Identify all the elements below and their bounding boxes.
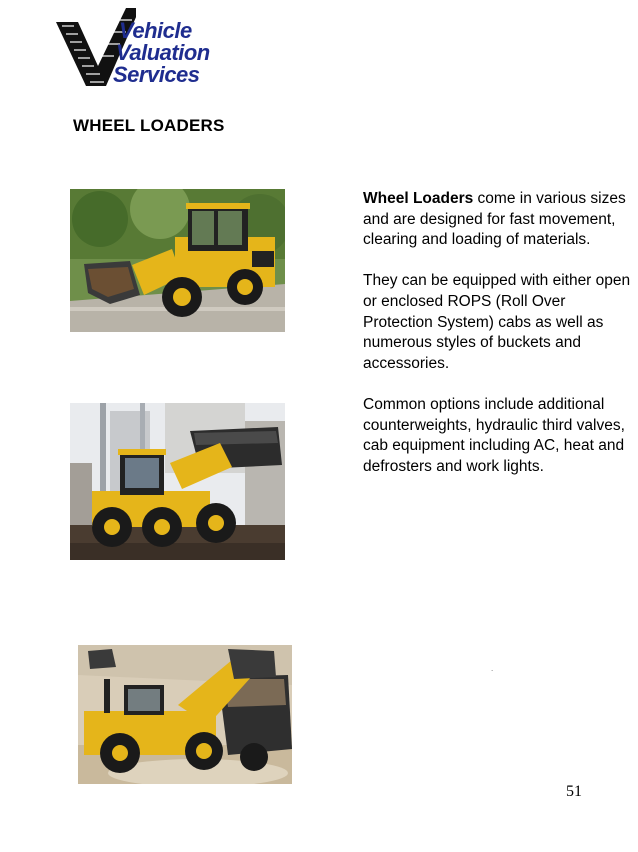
term-wheel-loaders: Wheel Loaders bbox=[363, 190, 474, 207]
logo-text-services: Services bbox=[113, 62, 200, 87]
wheel-loader-photo-2 bbox=[70, 403, 285, 560]
company-logo bbox=[56, 4, 246, 88]
intro-text: come in various sizes and are designed for fast movement, clearing and loading of materials. bbox=[363, 190, 626, 249]
logo-text-valuation: Valuation bbox=[116, 40, 210, 65]
page-title: WHEEL LOADERS bbox=[73, 116, 225, 135]
description-text bbox=[363, 189, 631, 498]
logo-text-vehicle: Vehicle bbox=[119, 18, 192, 43]
stray-mark: . bbox=[491, 664, 494, 673]
paragraph-options: Common options include additional counterweights, hydraulic third valves, cab equipment including AC, heat and defrosters and work lights. bbox=[363, 395, 625, 475]
paragraph-intro bbox=[363, 189, 631, 251]
page-number: 51 bbox=[566, 783, 582, 800]
wheel-loader-photo-1 bbox=[70, 189, 285, 332]
wheel-loader-photo-3 bbox=[78, 645, 292, 784]
paragraph-rops: They can be equipped with either open or enclosed ROPS (Roll Over Protection System) cabs as well as numerous styles of buckets and accessories. bbox=[363, 272, 631, 372]
